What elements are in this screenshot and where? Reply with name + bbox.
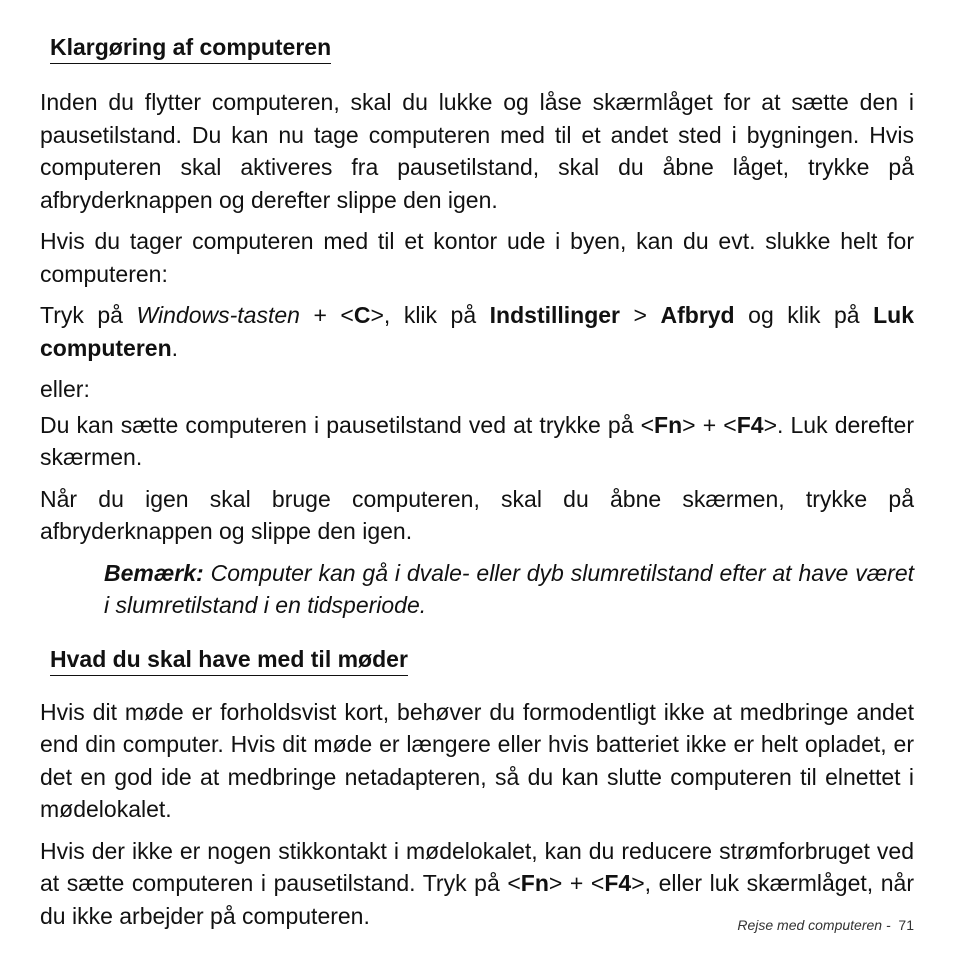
key-fn: Fn (654, 411, 683, 438)
shutdown-label: Luk computeren (40, 302, 915, 361)
key-fn-2: Fn (520, 870, 549, 896)
key-c: C (353, 302, 371, 328)
section-heading-preparing: Klargøring af computeren (50, 32, 331, 64)
key-f4-2: F4 (604, 870, 632, 896)
note-text: Computer kan gå i dvale- eller dyb slumretilstand efter at have været i slumretilstand i en tidsperiode. (104, 559, 914, 618)
footer-chapter: Rejse med computeren - (737, 917, 891, 933)
windows-key-text: Windows-tasten (136, 302, 300, 328)
note-hibernate (104, 557, 914, 622)
page-number: 71 (898, 917, 914, 933)
note-label: Bemærk: (104, 559, 204, 586)
paragraph-sleep-keys: Du kan sætte computeren i pausetilstand ved at trykke på <Fn> + <F4>. Luk derefter skærmen. (40, 411, 914, 470)
power-label: Afbryd (660, 302, 735, 328)
section-heading-meetings: Hvad du skal have med til møder (50, 644, 408, 676)
paragraph-wake-up: Når du igen skal bruge computeren, skal du åbne skærmen, trykke på afbryderknappen og slippe den igen. (40, 485, 914, 544)
paragraph-external-office: Hvis du tager computeren med til et kontor ude i byen, kan du evt. slukke helt for computeren: (40, 228, 914, 287)
paragraph-shutdown-steps: Tryk på Windows-tasten + <C>, klik på Indstillinger > Afbryd og klik på Luk computeren. (40, 302, 915, 361)
key-f4: F4 (736, 411, 764, 438)
paragraph-or: eller: (40, 376, 90, 402)
document-page (40, 30, 914, 941)
paragraph-no-outlet: Hvis der ikke er nogen stikkontakt i mødelokalet, kan du reducere strømforbruget ved at sætte computeren i pausetilstand. Tryk på <Fn> + <F4>, eller luk skærmlåget, når du ikke arbejder på computeren. (40, 837, 914, 929)
paragraph-meeting-length: Hvis dit møde er forholdsvist kort, behøver du formodentligt ikke at medbringe andet end din computer. Hvis dit møde er længere eller hvis batteriet ikke er helt opladet, er det en god ide at medbringe netadapteren, så du kan slutte computeren til elnettet i mødelokalet. (40, 698, 914, 822)
settings-label: Indstillinger (489, 302, 621, 328)
paragraph-move-computer: Inden du flytter computeren, skal du lukke og låse skærmlåget for at sætte den i pausetilstand. Du kan nu tage computeren med til et andet sted i bygningen. Hvis computeren skal aktiveres fra pausetilstand, skal du åbne låget, trykke på afbryderknappen og derefter slippe den igen. (40, 89, 914, 213)
page-footer (737, 917, 914, 933)
